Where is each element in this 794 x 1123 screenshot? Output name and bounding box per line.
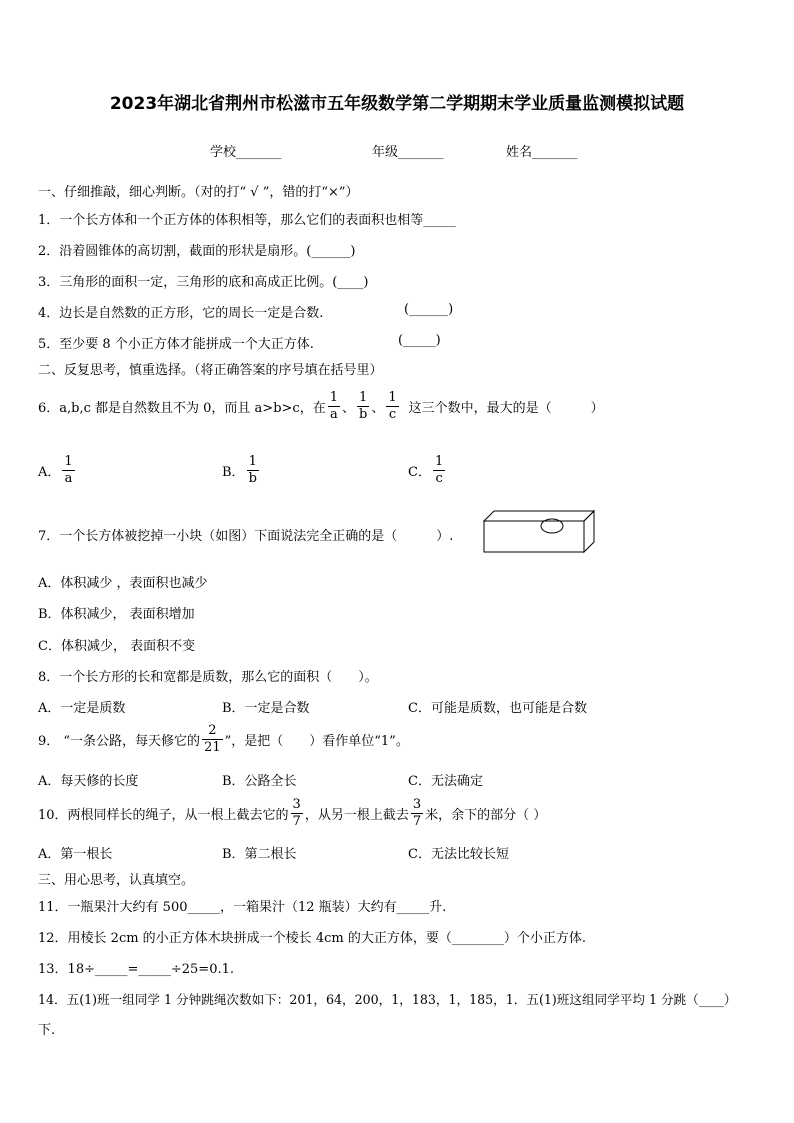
question-6-option-b: B． $\frac{1}{b}$: [222, 454, 257, 486]
question-7-option-c: C．体积减少， 表面积不变: [38, 639, 196, 654]
question-6: 6．a,b,c 都是自然数且不为 0，而且 a>b>c，在 $\frac{1}{a}$ 、 $\frac{1}{b}$ 、 $\frac{1}{c}$ 这三个数中，最大的是（ ）: [38, 390, 604, 422]
question-14: 14．五(1)班一组同学 1 分钟跳绳次数如下：201，64，200，1，183，1，185，1．五(1)班这组同学平均 1 分跳（____）: [38, 992, 737, 1007]
question-13: 13．18÷_____=_____÷25=0.1.: [38, 962, 235, 977]
section-3-heading: 三、用心思考，认真填空。: [38, 873, 195, 888]
question-8-option-c: C．可能是质数，也可能是合数: [408, 701, 587, 716]
question-7-option-b: B．体积减少， 表面积增加: [38, 607, 195, 622]
fraction-3-over-7-meters: $\frac{3}{7}$: [412, 797, 422, 829]
question-4: 4．边长是自然数的正方形，它的周长一定是合数.: [38, 306, 324, 321]
question-4-answer-paren: (______): [404, 302, 454, 317]
fraction-1-over-b: $\frac{1}{b}$: [359, 390, 368, 422]
question-14-continued: 下.: [38, 1023, 56, 1038]
cuboid-figure: [480, 509, 596, 555]
name-field: 姓名_______: [506, 145, 578, 160]
question-10-option-c: C．无法比较长短: [408, 847, 509, 862]
question-9: 9． “一条公路，每天修它的 $\frac{2}{21}$ ”，是把（ ）看作单位“1”。: [38, 723, 409, 755]
question-10-option-a: A．第一根长: [38, 847, 113, 862]
fraction-3-over-7: $\frac{3}{7}$: [292, 797, 301, 829]
grade-field: 年级_______: [372, 145, 444, 160]
question-5-answer-paren: (_____): [398, 333, 441, 348]
question-7-option-a: A．体积减少 ，表面积也减少: [38, 576, 208, 591]
question-3: 3．三角形的面积一定，三角形的底和高成正比例。(____): [38, 275, 369, 290]
question-12: 12．用棱长 2cm 的小正方体木块拼成一个棱长 4cm 的大正方体，要（________）个小正方体.: [38, 931, 586, 946]
school-field: 学校_______: [210, 145, 282, 160]
section-2-heading: 二、反复思考，慎重选择。（将正确答案的序号填在括号里）: [38, 363, 383, 378]
question-10: 10．两根同样长的绳子，从一根上截去它的 $\frac{3}{7}$ ，从另一根上截去 $\frac{3}{7}$ 米，余下的部分（ ）: [38, 797, 547, 829]
question-8-option-a: A．一定是质数: [38, 701, 126, 716]
question-6-option-c: C． $\frac{1}{c}$: [408, 454, 444, 486]
question-8: 8．一个长方形的长和宽都是质数，那么它的面积（ ）。: [38, 670, 378, 685]
question-9-option-c: C．无法确定: [408, 774, 483, 789]
question-9-option-b: B．公路全长: [222, 774, 297, 789]
fraction-2-over-21: $\frac{2}{21}$: [204, 723, 221, 755]
question-7: 7．一个长方体被挖掉一小块（如图）下面说法完全正确的是（ ）.: [38, 529, 454, 544]
fraction-1-over-a: $\frac{1}{a}$: [329, 390, 338, 422]
question-1: 1．一个长方体和一个正方体的体积相等，那么它们的表面积也相等_____: [38, 213, 456, 228]
question-5: 5．至少要 8 个小正方体才能拼成一个大正方体.: [38, 337, 314, 352]
question-6-option-a: A． $\frac{1}{a}$: [38, 454, 73, 486]
question-9-option-a: A．每天修的长度: [38, 774, 139, 789]
question-8-option-b: B．一定是合数: [222, 701, 310, 716]
question-2: 2．沿着圆锥体的高切割，截面的形状是扇形。(______): [38, 244, 356, 259]
question-6-tail: 这三个数中，最大的是（ ）: [408, 401, 604, 416]
page-title: 2023年湖北省荆州市松滋市五年级数学第二学期期末学业质量监测模拟试题: [109, 94, 685, 114]
fraction-1-over-c: $\frac{1}{c}$: [388, 390, 397, 422]
section-1-heading: 一、仔细推敲，细心判断。（对的打“ √ ”，错的打“×”）: [38, 185, 359, 200]
question-6-stem: 6．a,b,c 都是自然数且不为 0，而且 a>b>c，在: [38, 401, 326, 416]
question-11: 11．一瓶果汁大约有 500_____，一箱果汁（12 瓶装）大约有_____升.: [38, 900, 447, 915]
question-10-option-b: B．第二根长: [222, 847, 297, 862]
